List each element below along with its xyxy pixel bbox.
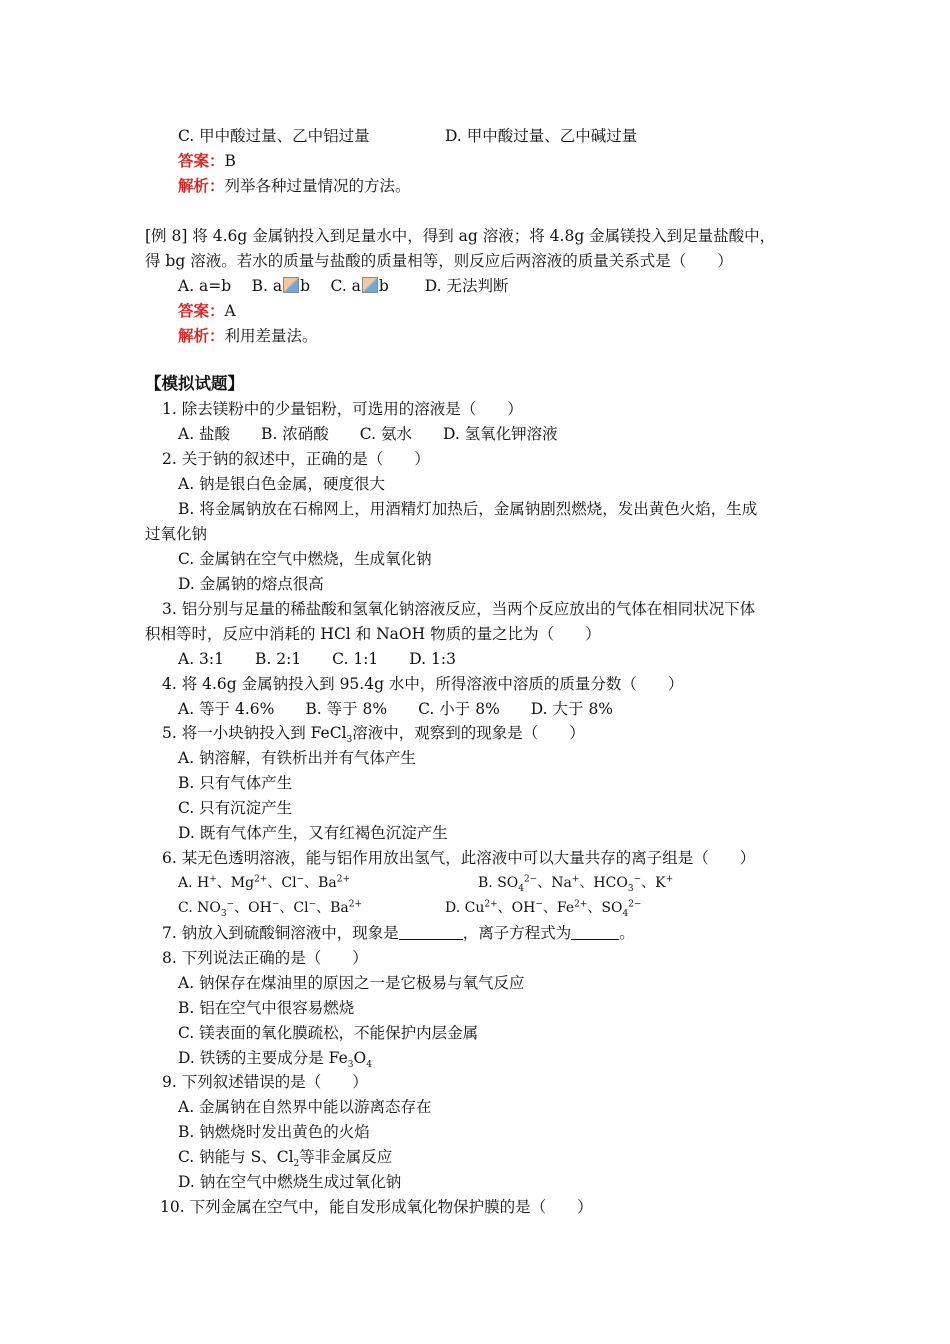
q10-stem: 10. 下列金属在空气中，能自发形成氧化物保护膜的是（ ）: [160, 1198, 593, 1216]
q8-option-c: C. 镁表面的氧化膜疏松，不能保护内层金属: [178, 1024, 479, 1042]
answer-label: 答案：: [178, 301, 225, 320]
ex7-analysis: [178, 175, 411, 197]
ex7-option-d: D. 甲中酸过量、乙中碱过量: [445, 127, 638, 145]
ex7-answer: [178, 150, 236, 172]
ex8-option-c: C. a b: [330, 277, 389, 295]
q5-option-b: B. 只有气体产生: [178, 774, 293, 792]
analysis-label: 解析：: [178, 326, 225, 345]
ex8-option-b: B. a b: [251, 277, 311, 295]
q3-stem-line2: 积相等时，反应中消耗的 HCl 和 NaOH 物质的量之比为（ ）: [145, 625, 601, 643]
q5-stem: 5. 将一小块钠投入到 FeCl$_3$溶液中，观察到的现象是（ ）: [162, 724, 585, 746]
q8-option-d: D. 铁锈的主要成分是 $Fe_3O_4$: [178, 1049, 372, 1071]
q4-stem: 4. 将 4.6g 金属钠投入到 95.4g 水中，所得溶液中溶质的质量分数（ ）: [162, 675, 684, 693]
q2-option-b-line2: 过氧化钠: [145, 525, 208, 543]
q1-options: A. 盐酸 B. 浓硝酸 C. 氨水 D. 氢氧化钾溶液: [178, 425, 558, 443]
q9-option-a: A. 金属钠在自然界中能以游离态存在: [178, 1098, 432, 1116]
ex8-option-d: D. 无法判断: [424, 277, 509, 295]
ex8-stem-line1: [例 8] 将 4.6g 金属钠投入到足量水中，得到 ag 溶液；将 4.8g 金属镁投入到足量盐酸中，: [145, 227, 776, 245]
q6-option-a: A. H+、$Mg^{2+}$、Cl−、$Ba^{2+}$: [178, 874, 351, 891]
q5-option-d: D. 既有气体产生，又有红褐色沉淀产生: [178, 824, 448, 842]
answer-label: 答案：: [178, 151, 225, 170]
q2-option-a: A. 钠是银白色金属，硬度很大: [178, 475, 386, 493]
q7-blank-equation[interactable]: [571, 925, 619, 940]
ex8-stem-line2: 得 bg 溶液。若水的质量与盐酸的质量相等，则反应后两溶液的质量关系式是（ ）: [145, 252, 733, 270]
q6-stem: 6. 某无色透明溶液，能与铝作用放出氢气，此溶液中可以大量共存的离子组是（ ）: [162, 849, 756, 867]
q5-option-a: A. 钠溶解，有铁析出并有气体产生: [178, 749, 417, 767]
q8-option-b: B. 铝在空气中很容易燃烧: [178, 999, 355, 1017]
q9-option-b: B. 钠燃烧时发出黄色的火焰: [178, 1123, 370, 1141]
analysis-text: 列举各种过量情况的方法。: [224, 177, 411, 195]
broken-image-icon: [362, 277, 378, 293]
ex8-options: [178, 275, 509, 297]
q2-option-d: D. 金属钠的熔点很高: [178, 575, 324, 593]
q7-blank-phenomenon[interactable]: [399, 925, 463, 940]
q9-option-d: D. 钠在空气中燃烧生成过氧化钠: [178, 1173, 402, 1191]
ex7-option-c: C. 甲中酸过量、乙中铝过量: [178, 127, 370, 145]
analysis-text: 利用差量法。: [224, 327, 318, 345]
ex8-analysis: [178, 325, 318, 347]
q2-option-b-line1: B. 将金属钠放在石棉网上，用酒精灯加热后，金属钠剧烈燃烧，发出黄色火焰，生成: [178, 500, 758, 518]
q4-options: A. 等于 4.6% B. 等于 8% C. 小于 8% D. 大于 8%: [178, 700, 614, 718]
answer-value: A: [224, 302, 236, 320]
q2-option-c: C. 金属钠在空气中燃烧，生成氧化钠: [178, 550, 432, 568]
section-title: 【模拟试题】: [145, 374, 244, 393]
q1-stem: 1. 除去镁粉中的少量铝粉，可选用的溶液是（ ）: [162, 400, 523, 418]
q6-option-c: C. $NO_3^-$、OH−、Cl−、$Ba^{2+}$: [178, 899, 363, 919]
q8-option-a: A. 钠保存在煤油里的原因之一是它极易与氧气反应: [178, 974, 525, 992]
q5-option-c: C. 只有沉淀产生: [178, 799, 293, 817]
q9-option-c: C. 钠能与 S、$Cl_2$等非金属反应: [178, 1148, 393, 1170]
analysis-label: 解析：: [178, 176, 225, 195]
q6-option-b: B. $SO_4^{2-}$、Na+、$HCO_3^-$、K+: [478, 874, 674, 894]
q8-stem: 8. 下列说法正确的是（ ）: [162, 949, 368, 967]
ex8-answer: [178, 300, 236, 322]
ex8-option-a: A. a=b: [178, 277, 232, 295]
q3-stem-line1: 3. 铝分别与足量的稀盐酸和氢氧化钠溶液反应，当两个反应放出的气体在相同状况下体: [162, 600, 756, 618]
broken-image-icon: [283, 277, 299, 293]
answer-value: B: [224, 152, 236, 170]
q6-option-d: D. $Cu^{2+}$、OH−、$Fe^{2+}$、$SO_4^{2-}$: [445, 899, 642, 919]
q3-options: A. 3:1 B. 2:1 C. 1:1 D. 1:3: [178, 650, 456, 668]
q9-stem: 9. 下列叙述错误的是（ ）: [162, 1073, 368, 1091]
q7-stem: 7. 钠放入到硫酸铜溶液中，现象是 ，离子方程式为 。: [162, 924, 635, 942]
q2-stem: 2. 关于钠的叙述中，正确的是（ ）: [162, 450, 430, 468]
